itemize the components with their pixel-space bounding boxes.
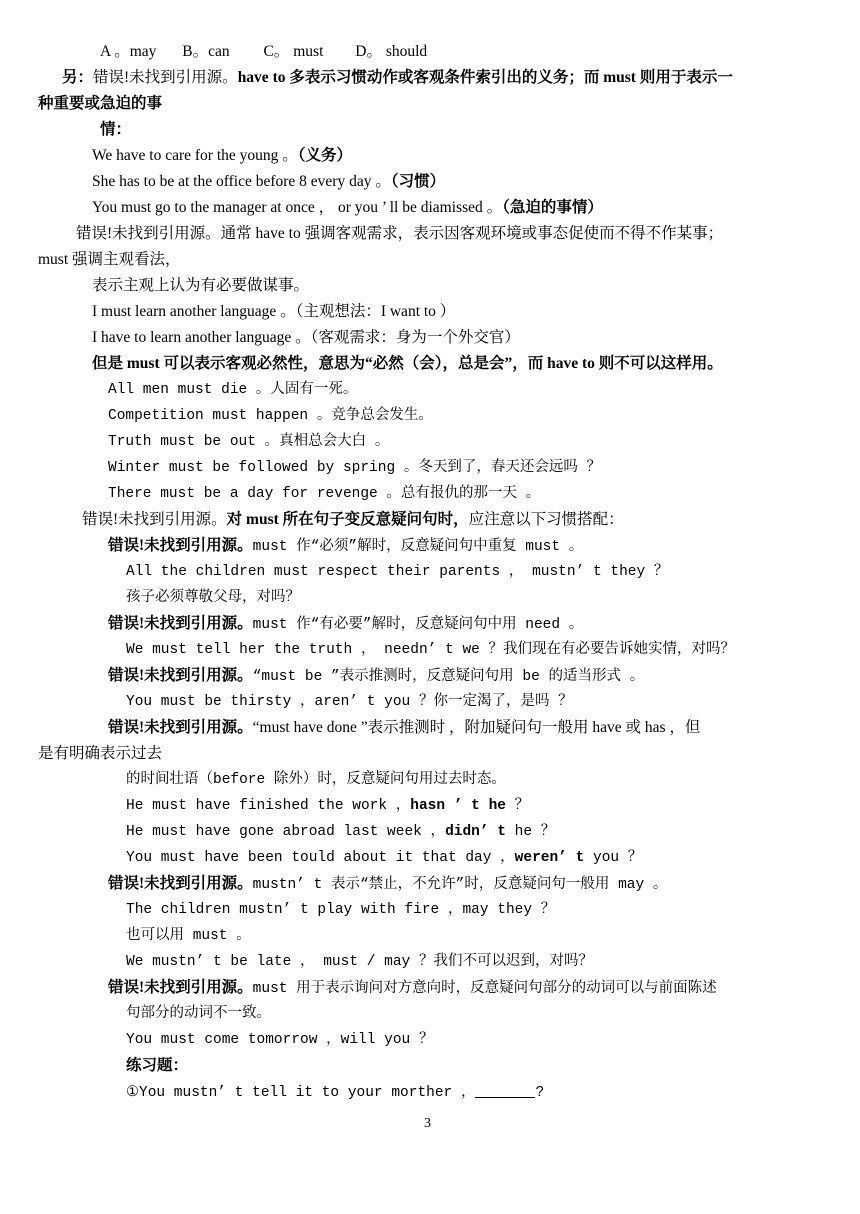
example-text: She has to be at the office before 8 every day 。 <box>92 173 391 190</box>
rule-line <box>108 536 583 557</box>
exercise-heading: 练习题： <box>126 1057 189 1074</box>
example-line <box>126 822 555 842</box>
example-line: 也可以用 must 。 <box>126 928 251 944</box>
example-line: We mustn’ t be late ， must / may ？我们不可以迟到，对吗？ <box>126 954 593 970</box>
example-line <box>92 198 603 218</box>
option-c: C。 must <box>263 43 324 60</box>
example-line: Competition must happen 。竞争总会发生。 <box>108 408 433 424</box>
exercise-item <box>126 1082 544 1103</box>
example-line <box>126 796 529 816</box>
example-text: He must have finished the work ， <box>126 798 411 814</box>
paragraph-line: 错误!未找到引用源。通常 have to 强调客观需求，表示因客观环境或事态促使而不得不作某事； <box>76 225 724 242</box>
error-reference: 错误!未找到引用源。 <box>93 69 238 86</box>
option-b: B。can <box>182 43 230 60</box>
text-run: 另： <box>62 69 94 86</box>
example-note: （义务） <box>297 147 353 164</box>
rule-text: “must be ”表示推测时，反意疑问句用 be 的适当形式 。 <box>252 669 645 685</box>
rule-text: must 用于表示询问对方意向时，反意疑问句部分的动词可以与前面陈述 <box>252 981 717 997</box>
example-line: You must come tomorrow ，will you ？ <box>126 1032 434 1048</box>
example-tag: weren’ t <box>514 850 585 866</box>
rule-line <box>108 666 644 687</box>
example-text: ？ <box>505 798 530 814</box>
example-line <box>126 848 642 868</box>
section-heading <box>82 510 624 530</box>
paragraph-line: 情： <box>100 121 132 138</box>
example-line <box>92 172 445 192</box>
option-line <box>100 42 427 62</box>
error-reference: 错误!未找到引用源。 <box>108 719 253 736</box>
example-text: We have to care for the young 。 <box>92 147 298 164</box>
text-run: 应注意以下习惯搭配： <box>468 511 624 528</box>
paragraph-line: 的时间壮语（before 除外）时，反意疑问句用过去时态。 <box>126 772 506 788</box>
example-line: 孩子必须尊敬父母，对吗？ <box>126 590 300 606</box>
answer-blank[interactable] <box>475 1082 535 1098</box>
text-run: 对 must 所在句子变反意疑问句时， <box>226 511 469 528</box>
rule-text: “must have done ”表示推测时 ，附加疑问句一般用 have 或 has ，但 <box>252 719 701 736</box>
rule-line <box>108 614 583 635</box>
error-reference: 错误!未找到引用源。 <box>108 667 253 684</box>
exercise-text: ①You mustn’ t tell it to your morther ， <box>126 1085 476 1101</box>
page-number: 3 <box>424 1116 431 1131</box>
rule-line <box>108 874 667 895</box>
error-reference: 错误!未找到引用源。 <box>108 537 253 554</box>
error-reference: 错误!未找到引用源。 <box>108 979 253 996</box>
example-line: All the children must respect their parents ， mustn’ t they ？ <box>126 564 669 580</box>
rule-text: mustn’ t 表示“禁止，不允许”时，反意疑问句一般用 may 。 <box>252 877 668 893</box>
exercise-text: ? <box>535 1085 545 1101</box>
example-line: There must be a day for revenge 。总有报仇的那一天 。 <box>108 486 541 502</box>
error-reference: 错误!未找到引用源。 <box>108 615 253 632</box>
option-a: A 。may <box>100 43 157 60</box>
example-tag: hasn ’ t he <box>410 798 506 814</box>
text-run: have to 多表示习惯动作或客观条件索引出的义务；而 must 则用于表示一 <box>237 69 733 86</box>
example-line: I must learn another language 。（主观想法：I want to ） <box>92 303 456 320</box>
example-line: You must be thirsty ，aren’ t you ？你一定渴了，是吗 ？ <box>126 694 573 710</box>
example-note: （习惯） <box>390 173 446 190</box>
example-text: You must go to the manager at once ， or you ’ ll be diamissed 。 <box>92 199 503 216</box>
example-text: you ？ <box>584 850 643 866</box>
error-reference: 错误!未找到引用源。 <box>82 511 227 528</box>
rule-line <box>108 978 717 999</box>
paragraph-line: 句部分的动词不一致。 <box>126 1006 271 1022</box>
option-d: D。 should <box>355 43 428 60</box>
error-reference: 错误!未找到引用源。 <box>108 875 253 892</box>
example-text: he ？ <box>505 824 556 840</box>
paragraph-line: 但是 must 可以表示客观必然性，意思为“必然（会），总是会”，而 have to 则不可以这样用。 <box>92 355 723 372</box>
example-tag: didn’ t <box>445 824 506 840</box>
paragraph-line: 是有明确表示过去 <box>38 745 163 762</box>
example-line: The children mustn’ t play with fire ，may they ？ <box>126 902 556 918</box>
example-line: I have to learn another language 。（客观需求：身为一个外交官） <box>92 329 520 346</box>
example-line <box>92 146 352 166</box>
example-text: You must have been tould about it that day ， <box>126 850 515 866</box>
paragraph-line: must 强调主观看法， <box>38 251 181 268</box>
paragraph-line: 表示主观上认为有必要做谋事。 <box>92 277 310 294</box>
paragraph-line <box>62 68 733 88</box>
rule-text: must 作“有必要”解时，反意疑问句中用 need 。 <box>252 617 584 633</box>
example-text: He must have gone abroad last week ， <box>126 824 446 840</box>
example-line: We must tell her the truth ， needn’ t we ？我们现在有必要告诉她实情，对吗？ <box>126 642 736 658</box>
rule-line <box>108 718 700 738</box>
example-line: Truth must be out 。真相总会大白 。 <box>108 434 390 450</box>
paragraph-line: 种重要或急迫的事 <box>38 95 163 112</box>
example-line: All men must die 。人固有一死。 <box>108 382 358 398</box>
example-line: Winter must be followed by spring 。冬天到了，春天还会远吗 ？ <box>108 460 602 476</box>
example-note: （急迫的事情） <box>502 199 603 216</box>
rule-text: must 作“必须”解时，反意疑问句中重复 must 。 <box>252 539 584 555</box>
